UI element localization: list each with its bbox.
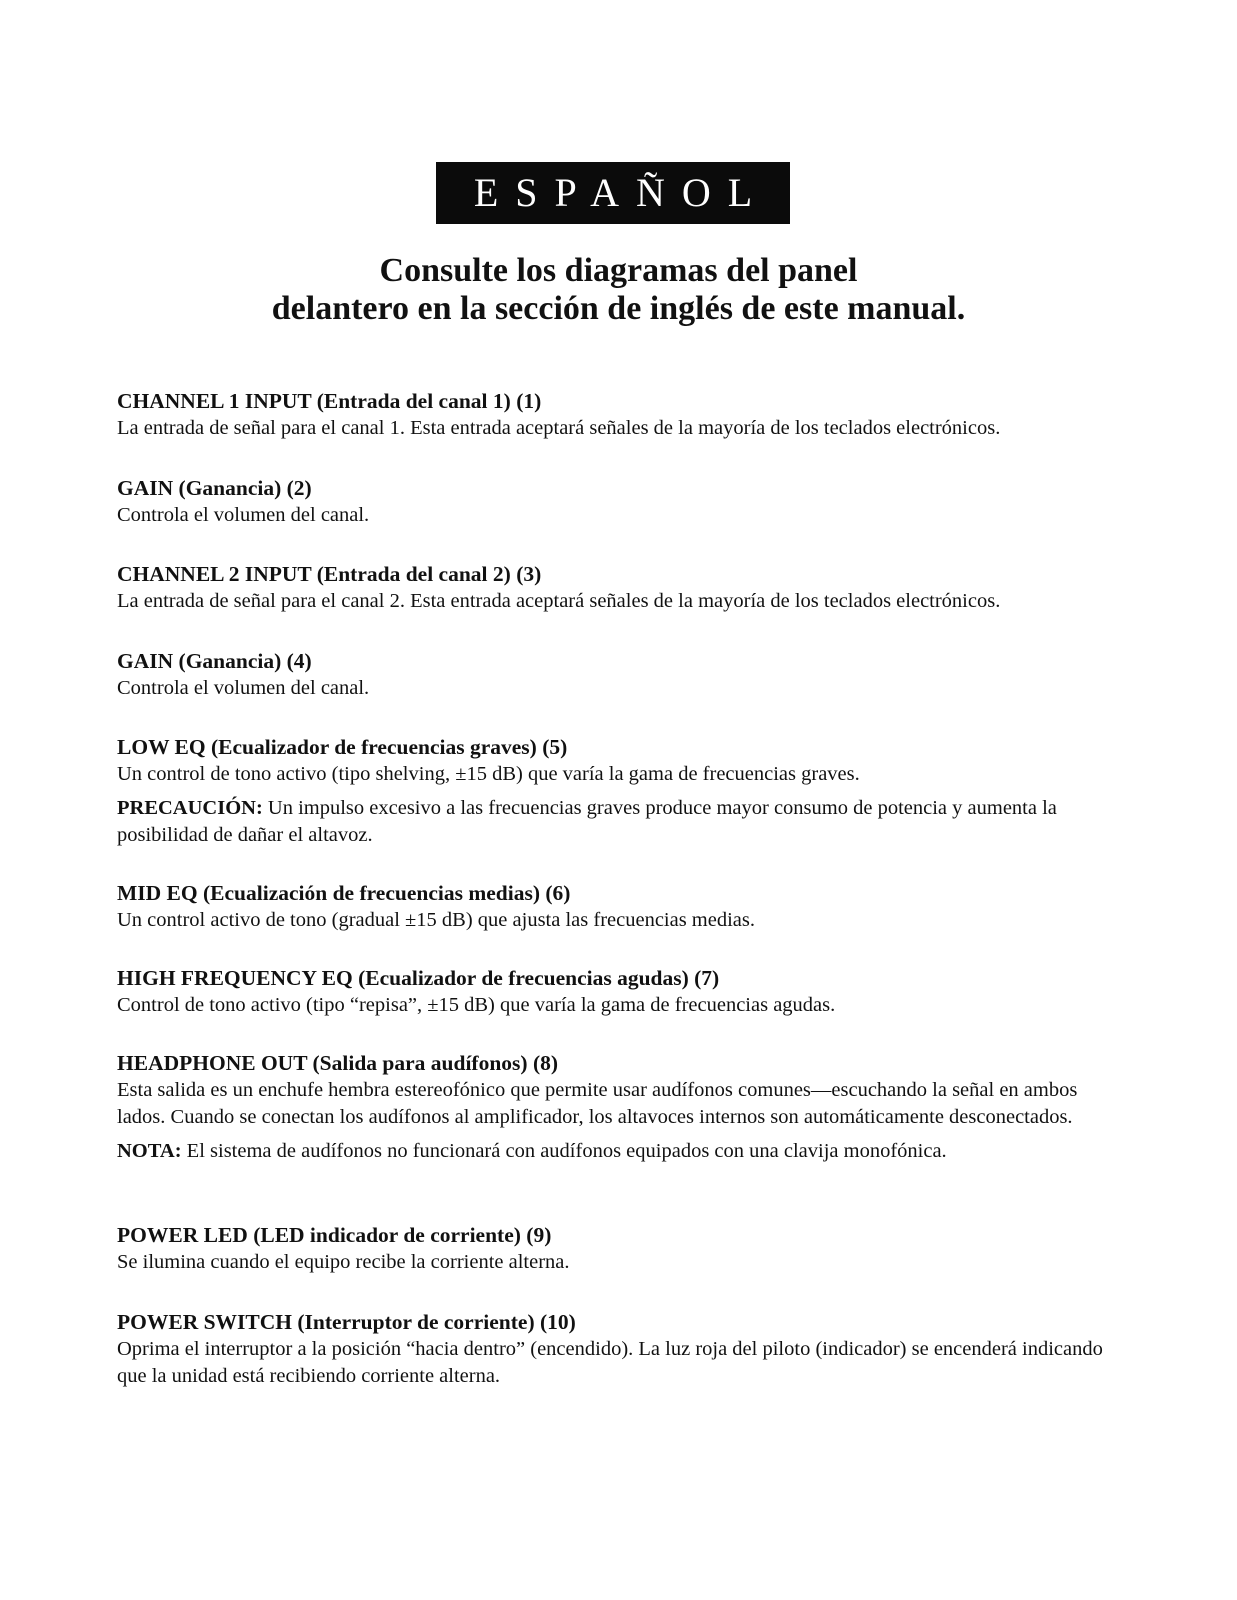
section-gain-1	[117, 475, 1117, 561]
control-name: GAIN	[117, 649, 174, 673]
control-translation: (Ecualizador de frecuencias graves) (5)	[211, 735, 568, 759]
note	[117, 1138, 1117, 1165]
headline-line-2: delantero en la sección de inglés de este manual.	[271, 290, 966, 327]
caution-text: Un impulso excesivo a las frecuencias graves produce mayor consumo de potencia y aumenta la posibilidad de dañar el altavoz.	[117, 797, 1057, 846]
section-title	[117, 1309, 1117, 1336]
control-name: POWER LED	[117, 1223, 248, 1247]
section-body	[117, 992, 1117, 1019]
section-channel-1-input	[117, 388, 1117, 475]
section-title	[117, 734, 1117, 761]
section-title	[117, 1050, 1117, 1077]
control-translation: (Ganancia) (4)	[178, 649, 312, 673]
section-title	[117, 648, 1117, 675]
section-channel-2-input	[117, 561, 1117, 648]
section-title	[117, 475, 1117, 502]
section-body	[117, 761, 1117, 849]
control-translation: (Interruptor de corriente) (10)	[297, 1310, 576, 1334]
section-low-eq	[117, 734, 1117, 880]
control-name: HIGH FREQUENCY EQ	[117, 966, 353, 990]
control-translation: (Ganancia) (2)	[178, 476, 312, 500]
description: Oprima el interruptor a la posición “hacia dentro” (encendido). La luz roja del piloto (indicador) se encenderá indicando que la unidad está recibiendo corriente alterna.	[117, 1338, 1103, 1387]
note-text: El sistema de audífonos no funcionará con audífonos equipados con una clavija monofónica.	[186, 1140, 947, 1162]
section-headphone-out	[117, 1050, 1117, 1222]
section-body	[117, 675, 1117, 702]
note-label: NOTA:	[117, 1140, 182, 1162]
headline-line-1: Consulte los diagramas del panel	[379, 252, 858, 289]
caution-label: PRECAUCIÓN:	[117, 797, 263, 819]
section-body	[117, 502, 1117, 529]
description: Se ilumina cuando el equipo recibe la corriente alterna.	[117, 1251, 570, 1273]
section-gain-2	[117, 648, 1117, 734]
section-title	[117, 1222, 1117, 1249]
control-name: CHANNEL 1 INPUT	[117, 389, 312, 413]
control-name: POWER SWITCH	[117, 1310, 293, 1334]
control-translation: (LED indicador de corriente) (9)	[253, 1223, 552, 1247]
description: Controla el volumen del canal.	[117, 677, 370, 699]
section-high-frequency-eq	[117, 965, 1117, 1050]
section-body	[117, 1249, 1117, 1276]
control-name: LOW EQ	[117, 735, 206, 759]
control-name: MID EQ	[117, 881, 198, 905]
control-name: CHANNEL 2 INPUT	[117, 562, 312, 586]
control-name: GAIN	[117, 476, 174, 500]
section-body	[117, 907, 1117, 934]
language-banner: ESPAÑOL	[436, 162, 790, 224]
section-title	[117, 561, 1117, 588]
section-body	[117, 415, 1117, 442]
description: Un control de tono activo (tipo shelving, ±15 dB) que varía la gama de frecuencias graves.	[117, 763, 860, 785]
section-mid-eq	[117, 880, 1117, 965]
control-translation: (Ecualización de frecuencias medias) (6)	[203, 881, 571, 905]
control-descriptions	[117, 388, 1117, 1390]
description: La entrada de señal para el canal 2. Esta entrada aceptará señales de la mayoría de los teclados electrónicos.	[117, 590, 1001, 612]
description: Un control activo de tono (gradual ±15 dB) que ajusta las frecuencias medias.	[117, 909, 756, 931]
section-body	[117, 1336, 1117, 1390]
description: Esta salida es un enchufe hembra estereofónico que permite usar audífonos comunes—escuchando la señal en ambos lados. Cuando se conectan los audífonos al amplificador, los altavoces internos son automáticamente desconectados.	[117, 1079, 1078, 1128]
page-headline	[0, 252, 1237, 328]
description: Controla el volumen del canal.	[117, 504, 370, 526]
section-title	[117, 965, 1117, 992]
control-translation: (Entrada del canal 1) (1)	[316, 389, 542, 413]
description: Control de tono activo (tipo “repisa”, ±15 dB) que varía la gama de frecuencias agudas.	[117, 994, 836, 1016]
section-body	[117, 1077, 1117, 1165]
section-power-switch	[117, 1309, 1117, 1390]
control-translation: (Ecualizador de frecuencias agudas) (7)	[358, 966, 720, 990]
section-title	[117, 388, 1117, 415]
section-power-led	[117, 1222, 1117, 1309]
description: La entrada de señal para el canal 1. Esta entrada aceptará señales de la mayoría de los teclados electrónicos.	[117, 417, 1001, 439]
caution-note	[117, 795, 1117, 849]
control-name: HEADPHONE OUT	[117, 1051, 308, 1075]
section-title	[117, 880, 1117, 907]
control-translation: (Salida para audífonos) (8)	[312, 1051, 559, 1075]
section-body	[117, 588, 1117, 615]
control-translation: (Entrada del canal 2) (3)	[316, 562, 542, 586]
